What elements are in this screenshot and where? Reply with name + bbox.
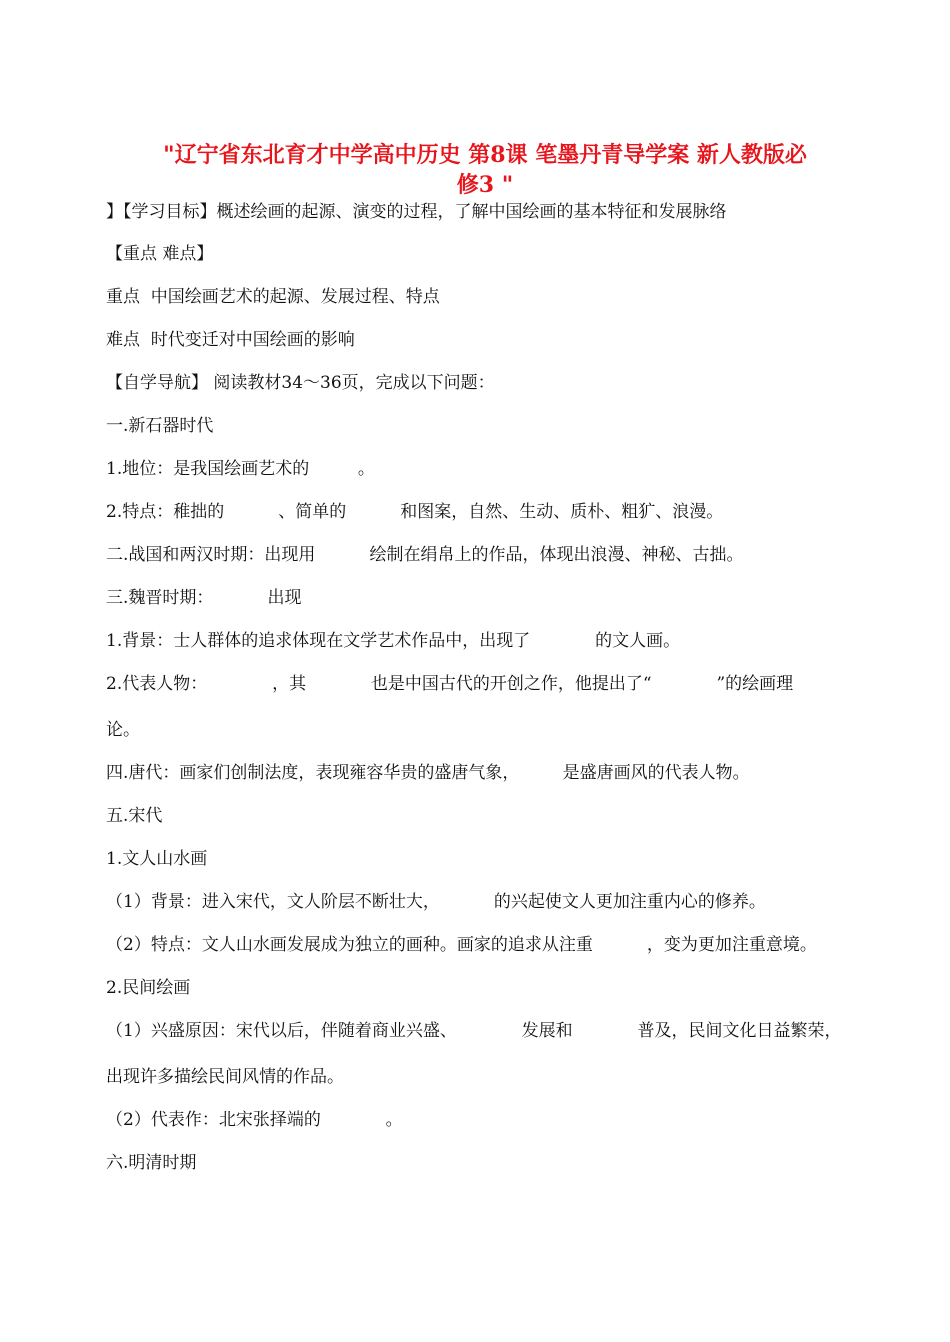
title-line-1: "辽宁省东北育才中学高中历史 第8课 笔墨丹青导学案 新人教版必: [163, 142, 807, 168]
section-ming-qing: 六.明清时期: [106, 1153, 197, 1173]
section-neolithic: 一.新石器时代: [106, 416, 214, 436]
difficult-point: 难点 时代变迁对中国绘画的影响: [106, 330, 355, 350]
song-folk-painting: 2.民间绘画: [106, 978, 191, 998]
title-line-2: 修3 ": [456, 172, 514, 198]
neolithic-status: 1.地位：是我国绘画艺术的 。: [106, 459, 375, 479]
song-landscape-features: （2）特点：文人山水画发展成为独立的画种。画家的追求从注重 ，变为更加注重意境。: [106, 935, 817, 955]
song-literati-landscape: 1.文人山水画: [106, 849, 208, 869]
wei-jin-representative: 2.代表人物： ，其 也是中国古代的开创之作，他提出了“ ”的绘画理: [106, 674, 794, 694]
key-points-heading: 【重点 难点】: [106, 244, 214, 264]
section-warring-states-han: 二.战国和两汉时期：出现用 绘制在绢帛上的作品，体现出浪漫、神秘、古拙。: [106, 545, 744, 565]
document-title: [100, 140, 870, 200]
neolithic-features: 2.特点：稚拙的 、简单的 和图案，自然、生动、质朴、粗犷、浪漫。: [106, 502, 724, 522]
folk-painting-masterpiece: （2）代表作：北宋张择端的 。: [106, 1110, 403, 1130]
section-tang: 四.唐代：画家们创制法度，表现雍容华贵的盛唐气象， 是盛唐画风的代表人物。: [106, 763, 750, 783]
folk-painting-reasons-cont: 出现许多描绘民间风情的作品。: [106, 1067, 344, 1087]
key-point: 重点 中国绘画艺术的起源、发展过程、特点: [106, 287, 440, 307]
section-song: 五.宋代: [106, 806, 163, 826]
wei-jin-representative-cont: 论。: [106, 720, 140, 740]
learning-objective: 】【学习目标】概述绘画的起源、演变的过程，了解中国绘画的基本特征和发展脉络: [106, 202, 727, 222]
folk-painting-reasons: （1）兴盛原因：宋代以后，伴随着商业兴盛、 发展和 普及，民间文化日益繁荣，: [106, 1021, 842, 1041]
song-landscape-background: （1）背景：进入宋代，文人阶层不断壮大， 的兴起使文人更加注重内心的修养。: [106, 892, 766, 912]
section-wei-jin: 三.魏晋时期： 出现: [106, 588, 302, 608]
wei-jin-background: 1.背景：士人群体的追求体现在文学艺术作品中，出现了 的文人画。: [106, 631, 681, 651]
self-study-guide: 【自学导航】 阅读教材34～36页，完成以下问题：: [106, 373, 495, 393]
